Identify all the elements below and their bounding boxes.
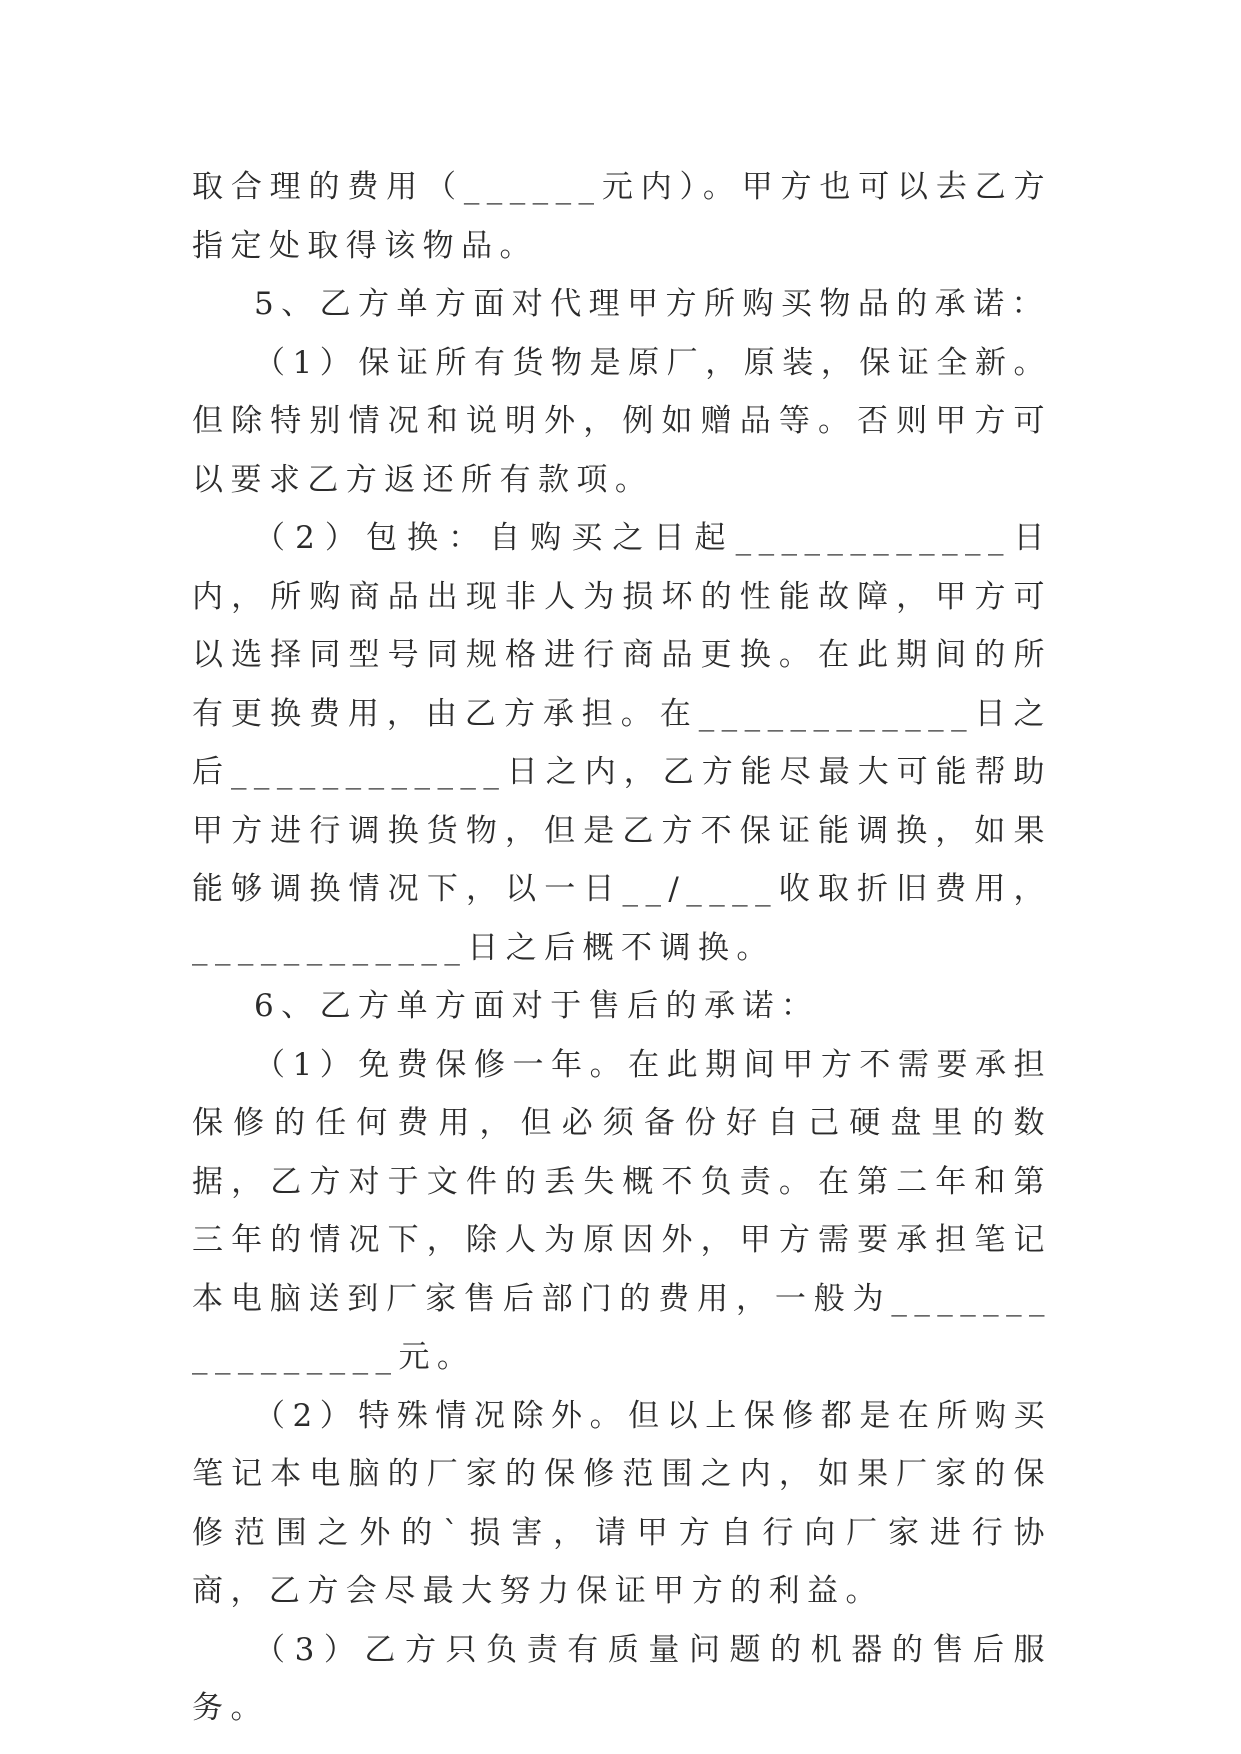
- heading-item-6-after-sales: 6、乙方单方面对于售后的承诺：: [254, 988, 820, 1024]
- heading-item-5-purchase-commitment: 5、乙方单方面对代理甲方所购买物品的承诺：: [254, 286, 1050, 322]
- paragraph-exchange-policy: （2）包换：自购买之日起____________日内，所购商品出现非人为损坏的性能故障，甲方可以选择同型号同规格进行商品更换。在此期间的所有更换费用，由乙方承担。在____________日之后____________日之内，乙方能尽最大可能帮助甲方进行调换货物，但是乙方不保证能调换，如果能够调换情况下，以一日__/____收取折旧费用，____________日之后概不调换。: [192, 520, 1052, 966]
- paragraph-special-cases: （2）特殊情况除外。但以上保修都是在所购买笔记本电脑的厂家的保修范围之内，如果厂家的保修范围之外的`损害，请甲方自行向厂家进行协商，乙方会尽最大努力保证甲方的利益。: [192, 1397, 1052, 1609]
- paragraph-quality-issues-only: （3）乙方只负责有质量问题的机器的售后服务。: [192, 1631, 1052, 1726]
- paragraph-genuine-goods: （1）保证所有货物是原厂，原装，保证全新。但除特别情况和说明外，例如赠品等。否则甲方可以要求乙方返还所有款项。: [192, 344, 1052, 498]
- document-body: [192, 158, 1052, 1738]
- paragraph-free-warranty: （1）免费保修一年。在此期间甲方不需要承担保修的任何费用，但必须备份好自己硬盘里的数据，乙方对于文件的丢失概不负责。在第二年和第三年的情况下，除人为原因外，甲方需要承担笔记本电脑送到厂家售后部门的费用，一般为________________元。: [192, 1046, 1052, 1375]
- paragraph-fee-continuation: 取合理的费用（______元内）。甲方也可以去乙方指定处取得该物品。: [192, 169, 1052, 264]
